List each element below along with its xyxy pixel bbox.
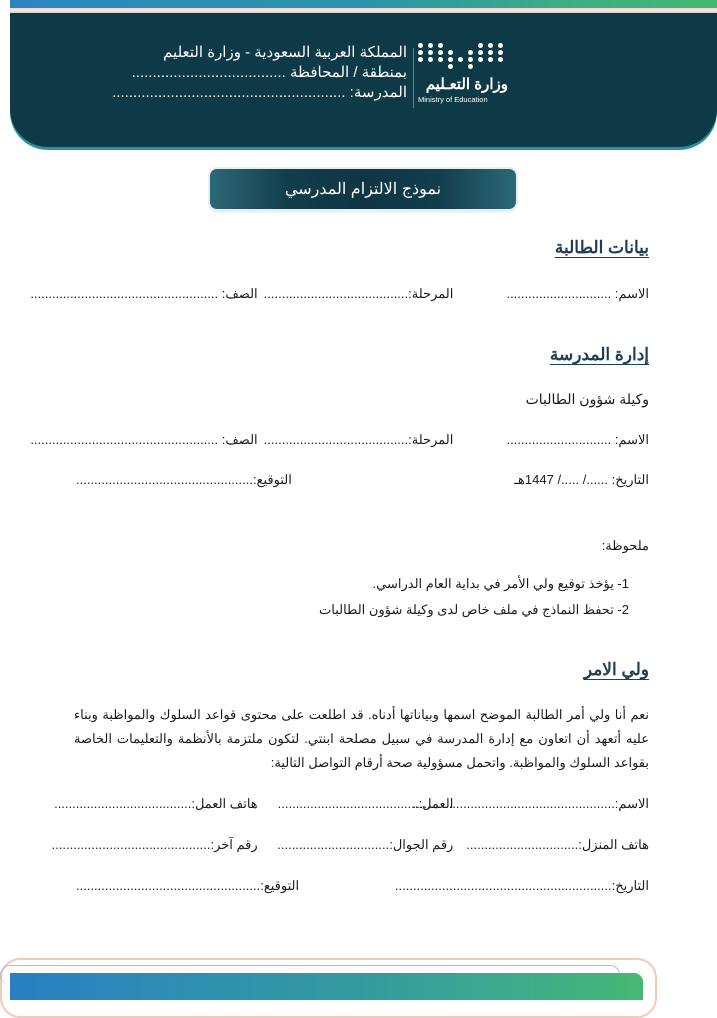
school-info-row bbox=[30, 430, 649, 450]
school-date-row bbox=[76, 470, 649, 490]
guardian-work-phone-field[interactable]: هاتف العمل:...................................... bbox=[54, 796, 258, 811]
note-item-2: 2- تحفظ النماذج في ملف خاص لدى وكيلة شؤون الطالبات bbox=[319, 602, 629, 617]
school-role: وكيلة شؤون الطالبات bbox=[525, 391, 649, 407]
notes-label: ملحوظة: bbox=[601, 538, 649, 553]
admin-class-field[interactable]: الصف: .................................................... bbox=[30, 432, 258, 447]
letterhead-header bbox=[10, 13, 717, 147]
ministry-logo bbox=[418, 43, 508, 123]
admin-name-field[interactable]: الاسم: ............................. bbox=[506, 432, 649, 447]
top-gradient-bar bbox=[10, 0, 717, 8]
guardian-pledge-paragraph: نعم أنا ولي أمر الطالبة الموضح اسمها وبياناتها أدناه. قد اطلعت على محتوى قواعد السلوك والمواظبة وبناء عليه أتعهد أن اتعاون مع إدارة المدرسة في سبيل مصلحة ابنتي. لتكون ملتزمة بالأنظمة والتعليمات الخاصة بقواعد السلوك والمواظبة. واتحمل مسؤولية صحة أرقام التواصل التالية: bbox=[74, 707, 649, 770]
student-info-row bbox=[30, 284, 649, 304]
footer-gradient-bar bbox=[10, 973, 643, 1000]
form-title: نموذج الالتزام المدرسي bbox=[284, 181, 442, 198]
logo-dots-icon bbox=[418, 43, 508, 69]
student-name-field[interactable]: الاسم: ............................. bbox=[506, 286, 649, 301]
admin-stage-field[interactable]: المرحلة:........................................ bbox=[263, 432, 454, 447]
guardian-row-2 bbox=[51, 835, 649, 855]
logo-english-text: Ministry of Education bbox=[418, 95, 488, 104]
guardian-mobile-field[interactable]: رقم الجوال:............................... bbox=[277, 837, 454, 852]
guardian-row-3 bbox=[76, 876, 649, 896]
header-text-block bbox=[112, 43, 407, 103]
header-divider bbox=[413, 48, 414, 108]
guardian-name-field[interactable]: الاسم:........................................................ bbox=[412, 796, 649, 811]
school-section-title: إدارة المدرسة bbox=[549, 345, 649, 364]
guardian-row-1 bbox=[54, 794, 649, 814]
guardian-date-field[interactable]: التاريخ:............................................................ bbox=[394, 878, 649, 893]
student-stage-field[interactable]: المرحلة:........................................ bbox=[263, 286, 454, 301]
guardian-work-field[interactable]: العمل:....................................... bbox=[277, 796, 454, 811]
header-region-line: بمنطقة / المحافظة ..................................... bbox=[131, 64, 407, 81]
header-school-line: المدرسة: ........................................................ bbox=[112, 84, 407, 101]
logo-arabic-text: وزارة التعـليم bbox=[425, 76, 508, 93]
note-item-1: 1- يؤخذ توقيع ولي الأمر في بداية العام الدراسي. bbox=[372, 576, 629, 591]
guardian-other-number-field[interactable]: رقم آخر:............................................ bbox=[51, 837, 258, 852]
admin-signature-field[interactable]: التوقيع:................................................. bbox=[76, 472, 292, 487]
student-class-field[interactable]: الصف: .................................................... bbox=[30, 286, 258, 301]
guardian-section-title: ولي الامر bbox=[583, 660, 649, 679]
guardian-signature-field[interactable]: التوقيع:................................................... bbox=[76, 878, 300, 893]
guardian-home-phone-field[interactable]: هاتف المنزل:............................... bbox=[466, 837, 649, 852]
form-title-banner bbox=[210, 169, 516, 209]
header-kingdom-line: المملكة العربية السعودية - وزارة التعليم bbox=[163, 44, 407, 61]
admin-date-field[interactable]: التاريخ: ....../ ...../ 1447هـ bbox=[514, 472, 649, 487]
student-section-title: بيانات الطالبة bbox=[554, 238, 649, 257]
